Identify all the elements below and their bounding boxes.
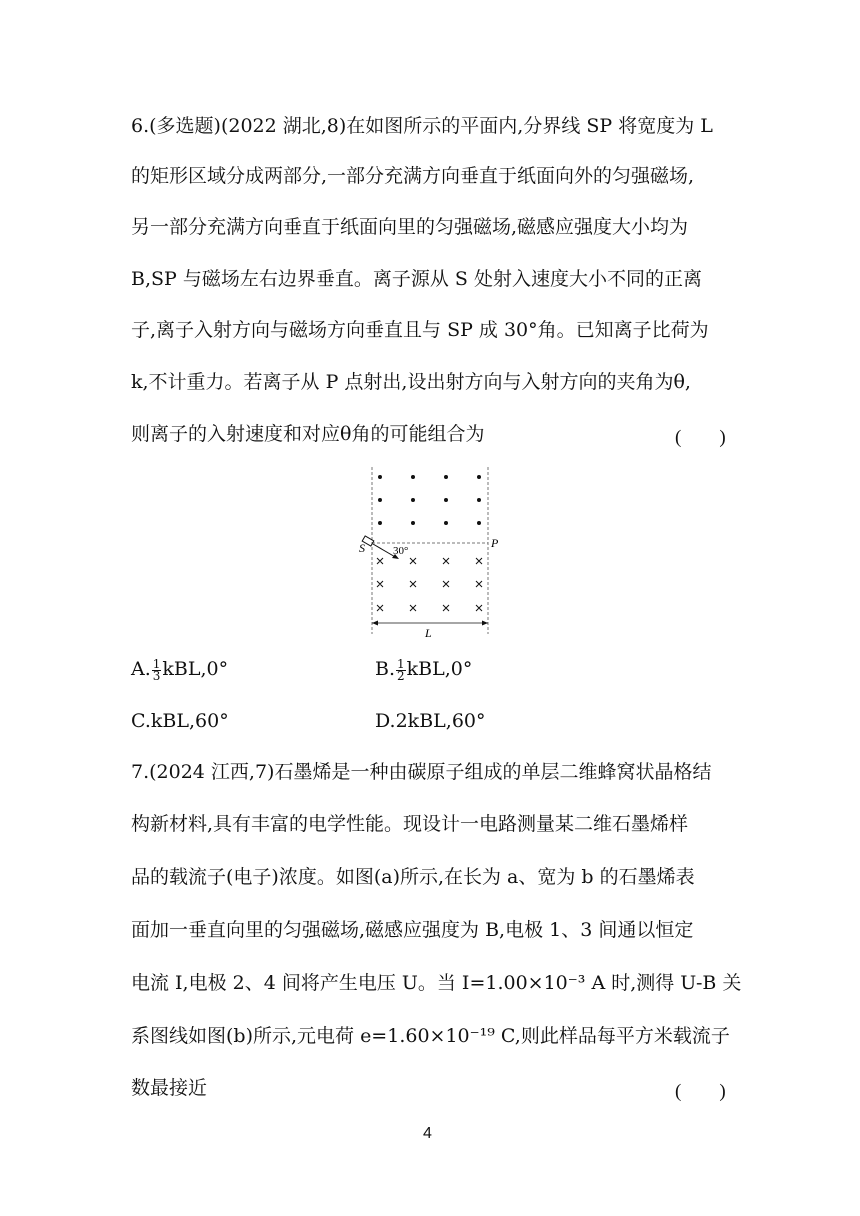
q6-answer-bracket: ( ) <box>675 427 726 448</box>
page-number: 4 <box>423 1125 432 1142</box>
q7-answer-bracket: ( ) <box>675 1081 726 1102</box>
q6-line-4: B,SP 与磁场左右边界垂直。离子源从 S 处射入速度大小不同的正离 <box>131 268 702 290</box>
label-width: L <box>425 626 432 640</box>
q7-line-2: 构新材料,具有丰富的电学性能。现设计一电路测量某二维石墨烯样 <box>131 813 689 835</box>
fraction-one-half: $\frac{1}{2}$ <box>397 656 405 683</box>
field-in-crosses <box>377 558 482 611</box>
option-c: C.kBL,60° <box>131 710 229 732</box>
q7-line-4: 面加一垂直向里的匀强磁场,磁感应强度为 B,电极 1、3 间通以恒定 <box>131 919 694 941</box>
q6-line-5: 子,离子入射方向与磁场方向垂直且与 SP 成 30°角。已知离子比荷为 <box>131 319 709 341</box>
option-b: B. $\frac{1}{2}$ kBL,0° <box>375 656 473 683</box>
q6-line-6: k,不计重力。若离子从 P 点射出,设出射方向与入射方向的夹角为θ, <box>131 371 691 393</box>
option-d: D.2kBL,60° <box>375 710 486 732</box>
magnetic-field-figure <box>355 462 505 642</box>
q7-line-6: 系图线如图(b)所示,元电荷 e=1.60×10⁻¹⁹ C,则此样品每平方米载流子 <box>131 1025 730 1047</box>
q7-line-1: 7.(2024 江西,7)石墨烯是一种由碳原子组成的单层二维蜂窝状晶格结 <box>131 761 712 783</box>
q7-line-5: 电流 I,电极 2、4 间将产生电压 U。当 I=1.00×10⁻³ A 时,测得 U-B 关 <box>131 972 742 994</box>
label-s: S <box>359 541 365 555</box>
option-a: A. $\frac{1}{3}$ kBL,0° <box>131 656 229 683</box>
q7-line-3: 品的载流子(电子)浓度。如图(a)所示,在长为 a、宽为 b 的石墨烯表 <box>131 866 695 888</box>
label-angle: 30° <box>393 545 409 557</box>
fraction-one-third: $\frac{1}{3}$ <box>152 656 161 683</box>
q6-line-2: 的矩形区域分成两部分,一部分充满方向垂直于纸面向外的匀强磁场, <box>131 165 695 187</box>
q7-line-7: 数最接近 <box>131 1077 208 1099</box>
q6-line-1: 6.(多选题)(2022 湖北,8)在如图所示的平面内,分界线 SP 将宽度为 L <box>131 115 713 137</box>
field-out-dots <box>378 475 481 525</box>
field-diagram-svg <box>355 462 505 642</box>
q6-line-7: 则离子的入射速度和对应θ角的可能组合为 <box>131 423 485 445</box>
label-p: P <box>491 536 499 550</box>
q6-line-3: 另一部分充满方向垂直于纸面向里的匀强磁场,磁感应强度大小均为 <box>131 216 689 238</box>
